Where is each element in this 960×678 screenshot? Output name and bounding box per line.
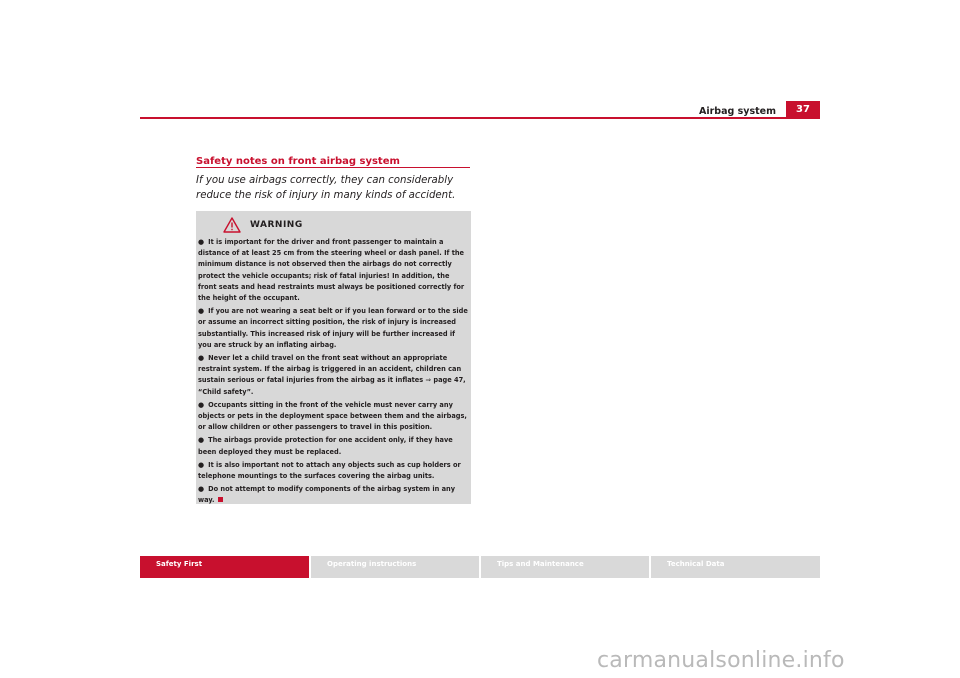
section-title: Airbag system xyxy=(699,106,776,117)
child-safety-link[interactable]: page 47, “Child safety”. xyxy=(198,376,466,396)
article-title: Safety notes on front airbag system xyxy=(196,156,400,167)
warning-title: WARNING xyxy=(250,220,303,230)
page-number: 37 xyxy=(796,104,810,115)
bullet-icon: ● xyxy=(198,436,205,445)
tab-label: Tips and Maintenance xyxy=(497,560,584,568)
warning-item-text: Never let a child travel on the front seat without an appropriate restraint system. If the airbag is triggered in an accident, children can sustain serious or fatal injuries from the airbag as it inflates xyxy=(198,354,462,385)
tab-label: Operating instructions xyxy=(327,560,417,568)
tab-label: Technical Data xyxy=(667,560,725,568)
warning-item xyxy=(198,400,468,434)
warning-item xyxy=(198,237,468,304)
warning-item xyxy=(198,460,468,482)
warning-list xyxy=(198,237,468,509)
tab-label: Safety First xyxy=(156,560,203,568)
tab-technical-data[interactable] xyxy=(651,556,820,578)
warning-box xyxy=(196,211,471,504)
warning-item-text: The airbags provide protection for one accident only, if they have been deployed they must be replaced. xyxy=(198,436,453,456)
bullet-icon: ● xyxy=(198,400,205,409)
warning-header xyxy=(196,217,471,237)
tab-operating-instructions[interactable] xyxy=(311,556,479,578)
warning-item-text: Do not attempt to modify components of the airbag system in any way. xyxy=(198,485,456,505)
warning-item xyxy=(198,353,468,398)
warning-item-text: It is important for the driver and front passenger to maintain a distance of at least 25 cm from the steering wheel or dash panel. If the minimum distance is not observed then the airbags do not correctly protect the vehicle occupants; risk of fatal injuries! In addition, the front seats and head restraints must always be positioned correctly for the height of the occupant. xyxy=(198,238,465,303)
warning-item-text: If you are not wearing a seat belt or if you lean forward or to the side or assume an incorrect sitting position, the risk of injury is increased substantially. This increased risk of injury will be further increased if you are struck by an inflating airbag. xyxy=(198,307,468,349)
warning-item xyxy=(198,306,468,351)
warning-item xyxy=(198,435,468,457)
bullet-icon: ● xyxy=(198,307,205,316)
bullet-icon: ● xyxy=(198,354,205,363)
warning-item xyxy=(198,484,468,506)
tab-safety-first[interactable] xyxy=(140,556,309,578)
header-divider xyxy=(140,117,820,119)
page-header xyxy=(0,0,960,120)
watermark: carmanualsonline.info xyxy=(597,648,845,673)
title-divider xyxy=(196,167,470,168)
xref-arrow-icon: ⇒ xyxy=(425,376,432,385)
bullet-icon: ● xyxy=(198,460,205,469)
end-of-section-icon xyxy=(218,497,223,502)
warning-triangle-icon xyxy=(223,217,241,233)
bullet-icon: ● xyxy=(198,238,205,246)
warning-item-text: Occupants sitting in the front of the vehicle must never carry any objects or pets in the deployment space between them and the airbags, or allow children or other passengers to travel in this position. xyxy=(198,400,467,432)
article-intro: If you use airbags correctly, they can considerably reduce the risk of injury in many kinds of accident. xyxy=(196,175,456,201)
bullet-icon: ● xyxy=(198,485,205,494)
warning-item-text: It is also important not to attach any objects such as cup holders or telephone mountings to the surfaces covering the airbag units. xyxy=(198,460,461,481)
footer-nav xyxy=(140,556,820,578)
tab-tips-and-maintenance[interactable] xyxy=(481,556,649,578)
